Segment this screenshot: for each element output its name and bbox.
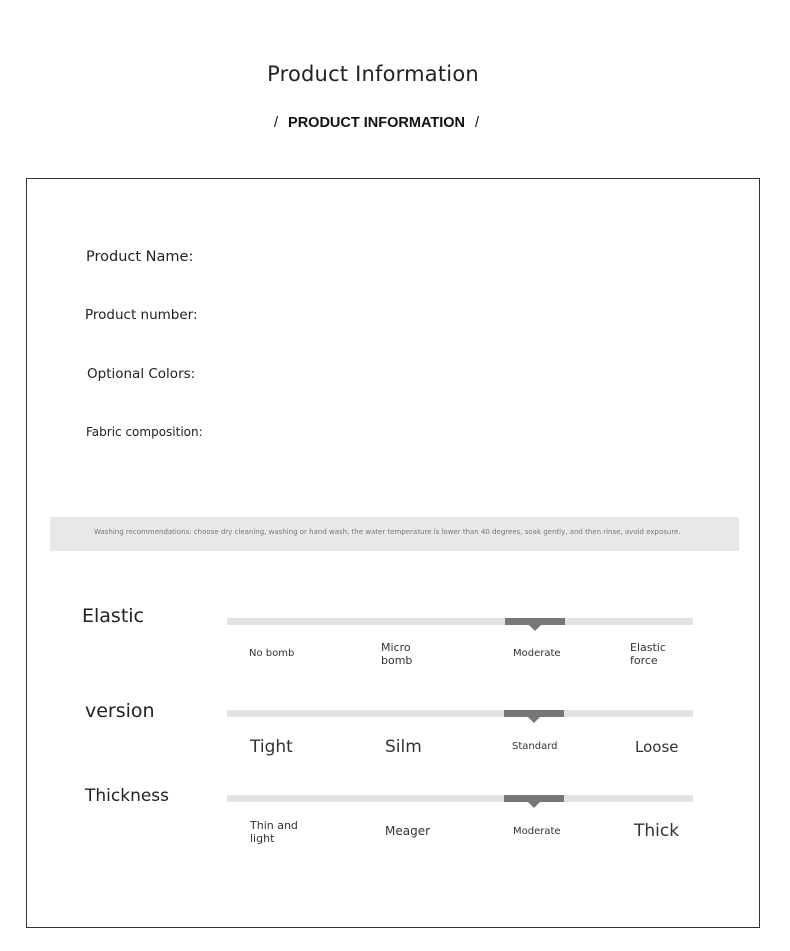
attr-version-option: Tight	[250, 737, 293, 757]
option-line: light	[250, 831, 275, 845]
attr-elastic-name: Elastic	[82, 605, 145, 627]
option-line: Micro	[381, 641, 411, 654]
washing-recommendations-text: Washing recommendations: choose dry cleaning, washing or hand wash, the water temperature is lower than 40 degrees, soak gently, and then rinse, avoid exposure.	[94, 528, 681, 536]
attr-elastic-option: No bomb	[249, 648, 295, 659]
attr-thickness-option-selected: Moderate	[513, 826, 561, 837]
attr-elastic-indicator	[505, 618, 565, 625]
attr-elastic-option	[630, 642, 666, 667]
attr-thickness-scale	[227, 795, 693, 802]
optional-colors-label: Optional Colors:	[87, 366, 196, 382]
fabric-composition-label: Fabric composition:	[86, 425, 203, 439]
attr-thickness-indicator	[504, 795, 564, 802]
page-subtitle	[274, 115, 479, 131]
attr-version-option: Loose	[635, 738, 679, 756]
attr-thickness-option	[250, 820, 298, 845]
page-title: Product Information	[267, 62, 479, 86]
attr-version-name: version	[85, 700, 155, 722]
product-info-frame	[26, 178, 760, 928]
subtitle-text: PRODUCT INFORMATION	[288, 115, 465, 131]
attr-elastic-option	[381, 642, 412, 667]
subtitle-slash-right: /	[474, 115, 480, 131]
attr-thickness-option: Meager	[385, 824, 431, 838]
subtitle-slash-left: /	[274, 115, 279, 131]
option-line: Thin and	[250, 819, 298, 832]
attr-thickness-option: Thick	[634, 821, 680, 841]
option-line: Elastic	[630, 641, 666, 654]
attr-version-scale	[227, 710, 693, 717]
attr-elastic-scale	[227, 618, 693, 625]
attr-version-indicator	[504, 710, 564, 717]
washing-recommendations-bar	[50, 517, 739, 551]
product-name-label: Product Name:	[86, 249, 194, 265]
product-number-label: Product number:	[85, 307, 198, 323]
attr-thickness-name: Thickness	[85, 786, 170, 806]
option-line: force	[630, 653, 658, 667]
attr-elastic-option-selected: Moderate	[513, 648, 561, 659]
attr-version-option: Silm	[385, 737, 422, 757]
attr-version-option-selected: Standard	[512, 741, 558, 752]
option-line: bomb	[381, 653, 413, 667]
